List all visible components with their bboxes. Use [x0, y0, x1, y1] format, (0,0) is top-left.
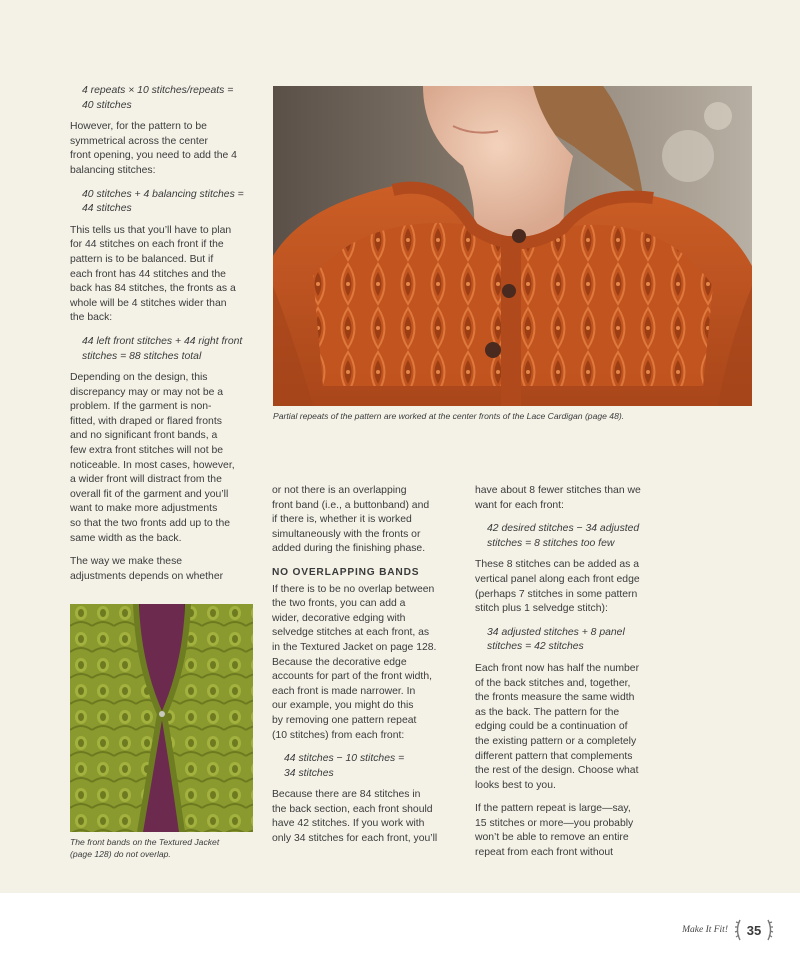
lace-cardigan-photo — [273, 86, 752, 406]
paragraph-half-back: Each front now has half the number of the back stitches and, together, the fronts measure the same width as the back. The pattern for the edging could be a continuation of the existing pattern or a completely different pattern that complements the rest of the design. Choose what looks best to you. — [475, 662, 640, 791]
equation-remove-repeat: 44 stitches − 10 stitches = 34 stitches — [284, 753, 405, 779]
footer-band — [0, 893, 800, 964]
equation-total: 44 left front stitches + 44 right front stitches = 88 stitches total — [82, 335, 243, 362]
paragraph-plan: This tells us that you’ll have to plan for 44 stitches on each front if the pattern is to be balanced. But if each front has 44 stitches and the back has 84 stitches, the fronts as a whole will be 4 stitches wider than the back: — [70, 224, 236, 324]
equation-too-few: 42 desired stitches − 34 adjusted stitches = 8 stitches too few — [487, 523, 640, 549]
page-number: 35 — [746, 923, 762, 938]
textured-jacket-illustration — [70, 604, 253, 832]
paragraph-large-repeat: If the pattern repeat is large—say, 15 stitches or more—you probably won’t be able to remove an entire repeat from each front without — [475, 803, 634, 859]
paragraph-adjustments: The way we make these adjustments depends on whether — [70, 556, 224, 582]
running-title: Make It Fit! — [682, 925, 728, 935]
section-heading-no-overlapping-bands: NO OVERLAPPING BANDS — [272, 566, 420, 578]
column-1 — [70, 84, 255, 593]
textured-jacket-photo — [70, 604, 253, 832]
laurel-icon — [734, 916, 774, 944]
paragraph-no-overlap: If there is to be no overlap between the two fronts, you can add a wider, decorative edging with selvedge stitches at each front, as in the Textured Jacket on page 128. Because the decorative edge accounts for part of the front width, each front is made narrower. In our example, you might do this by removing one pattern repeat (10 stitches) from each front: — [272, 583, 437, 741]
caption-textured-jacket: The front bands on the Textured Jacket (page 128) do not overlap. — [70, 837, 220, 859]
lace-cardigan-illustration — [273, 86, 752, 406]
paragraph-discrepancy: Depending on the design, this discrepancy may or may not be a problem. If the garment is non- fitted, with draped or flared fronts and no significant front bands, a few extra front stitches will not be noticeable. In most cases, however, a wider front will distract from the overall fit of the garment and you’ll want to make more adjustments so that the two fronts add up to the same width as the back. — [70, 372, 235, 544]
column-2 — [272, 484, 457, 856]
paragraph-back-section: Because there are 84 stitches in the back section, each front should have 42 stitches. If you work with only 34 stitches for each front, you’ll — [272, 789, 438, 845]
paragraph-overlapping-band: or not there is an overlapping front band (i.e., a buttonband) and if there is, whether it is worked simultaneously with the fronts or added during the finishing phase. — [272, 485, 430, 555]
column-3 — [475, 484, 665, 870]
paragraph-symmetry: However, for the pattern to be symmetrical across the center front opening, you need to add the 4 balancing stitches: — [70, 121, 237, 176]
equation-panel: 34 adjusted stitches + 8 panel stitches = 42 stitches — [487, 626, 625, 653]
caption-lace-cardigan: Partial repeats of the pattern are worked at the center fronts of the Lace Cardigan (page 48). — [273, 411, 625, 421]
page-number-ornament — [734, 916, 774, 944]
paragraph-vertical-panel: These 8 stitches can be added as a vertical panel along each front edge (perhaps 7 stitches in some pattern stitch plus 1 selvedge stitch): — [475, 559, 640, 615]
equation-balancing: 40 stitches + 4 balancing stitches = 44 stitches — [82, 188, 244, 215]
paragraph-fewer-stitches: have about 8 fewer stitches than we want for each front: — [475, 485, 641, 511]
equation-repeats: 4 repeats × 10 stitches/repeats = 40 stitches — [82, 85, 234, 111]
